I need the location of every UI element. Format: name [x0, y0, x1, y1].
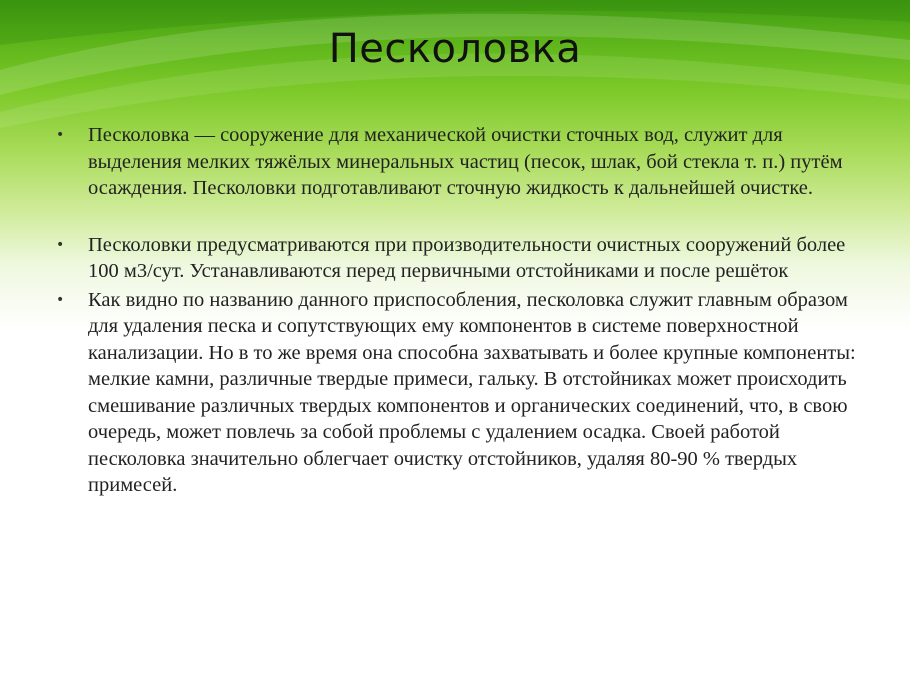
bullet-dot-icon: • [56, 291, 65, 308]
bullet-item [54, 232, 869, 285]
bullet-text: Песколовки предусматриваются при производительности очистных сооружений более 100 м3/сут. Устанавливаются перед первичными отстойниками и после решёток [88, 233, 846, 282]
bullet-text: Как видно по названию данного приспособления, песколовка служит главным образом для удаления песка и сопутствующих ему компонентов в системе поверхностной канализации. Но в то же время она способна захватывать и более крупные компоненты: мелкие камни, различные твердые примеси, гальку. В отстойниках может происходить смешивание различных твердых компонентов и органических соединений, что, в свою очередь, может повлечь за собой проблемы с удалением осадка. Своей работой песколовка значительно облегчает очистку отстойников, удаляя 80-90 % твердых примесей. [88, 288, 856, 496]
bullet-item [54, 122, 869, 202]
slide-title: Песколовка [328, 26, 582, 72]
bullet-dot-icon: • [56, 236, 65, 253]
bullet-dot-icon: • [56, 127, 65, 143]
bullet-text: Песколовка — сооружение для механической очистки сточных вод, служит для выделения мелких тяжёлых минеральных частиц (песок, шлак, бой стекла т. п.) путём осаждения. Песколовки подготавливают сточную жидкость к дальнейшей очистке. [88, 124, 843, 199]
bullet-item [54, 287, 869, 499]
bullet-list [54, 122, 869, 499]
